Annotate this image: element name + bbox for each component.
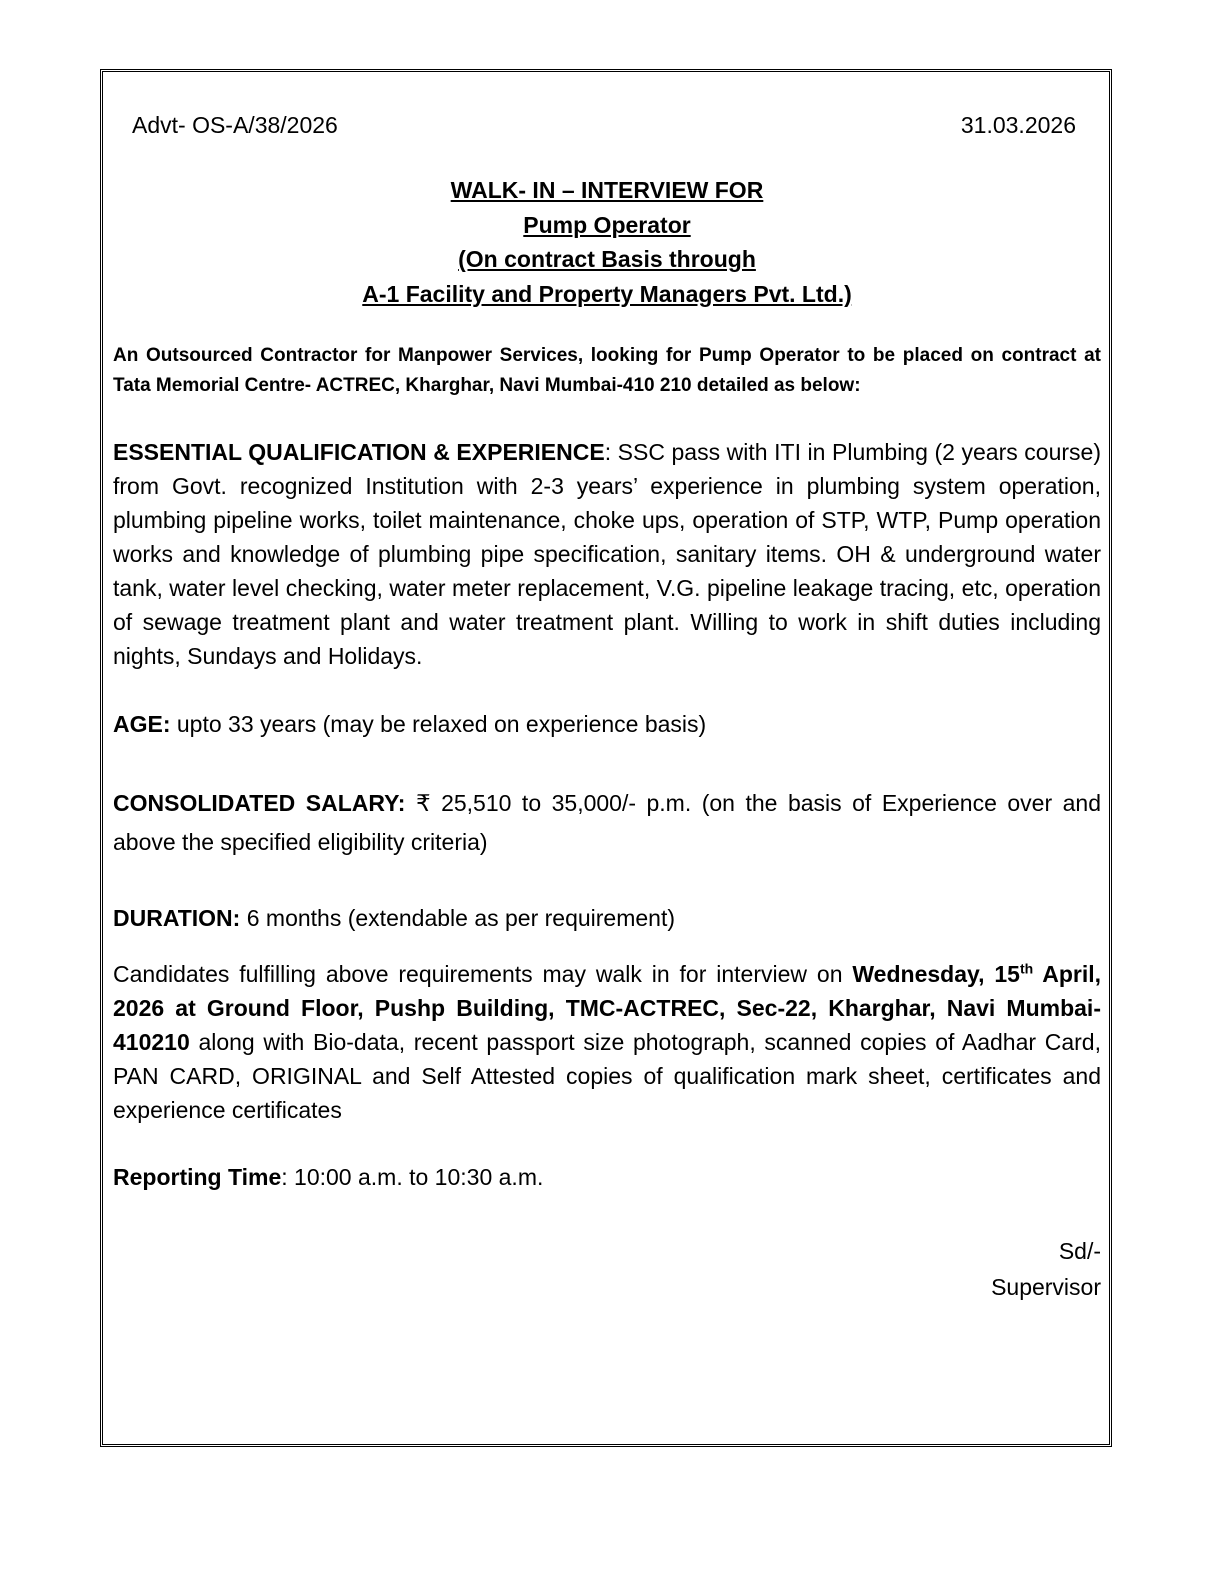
- age-label: AGE:: [113, 711, 171, 737]
- reporting-time-section: [113, 1160, 1101, 1194]
- reporting-time-label: Reporting Time: [113, 1164, 282, 1190]
- signature-designation: Supervisor: [991, 1274, 1101, 1300]
- walkin-day-suffix: th: [1019, 960, 1034, 977]
- title-line-4: A-1 Facility and Property Managers Pvt. Ltd.): [362, 280, 852, 307]
- signature-block: [800, 1233, 1101, 1305]
- title-line-2: Pump Operator: [523, 211, 691, 238]
- duration-label: DURATION:: [113, 905, 241, 931]
- qualification-section: [113, 435, 1101, 673]
- reference-line: [132, 108, 1076, 142]
- age-section: [113, 707, 1101, 741]
- age-text: upto 33 years (may be relaxed on experience basis): [170, 711, 707, 737]
- signature-sd: Sd/-: [1058, 1238, 1101, 1264]
- qualification-text: : SSC pass with ITI in Plumbing (2 years course) from Govt. recognized Institution with 2-3 years’ experience in plumbing system operation, plumbing pipeline works, toilet maintenance, choke ups, operation of STP, WTP, Pump operation works and knowledge of plumbing pipe specification, sanitary items. OH & underground water tank, water level checking, water meter replacement, V.G. pipeline leakage tracing, etc, operation of sewage treatment plant and water treatment plant. Willing to work in shift duties including nights, Sundays and Holidays.: [113, 439, 1101, 669]
- walkin-documents-text: along with Bio-data, recent passport size photograph, scanned copies of Aadhar Card, PAN CARD, ORIGINAL and Self Attested copies of qualification mark sheet, certificates and experience certificates: [113, 1029, 1101, 1123]
- walkin-venue: April, 2026 at Ground Floor, Pushp Building, TMC-ACTREC, Sec-22, Kharghar, Navi Mumbai- 410210: [113, 961, 1101, 1055]
- title-line-1: WALK- IN – INTERVIEW FOR: [450, 177, 764, 203]
- title-line-3: (On contract Basis through: [458, 246, 756, 272]
- duration-text: 6 months (extendable as per requirement): [240, 905, 676, 931]
- qualification-label: ESSENTIAL QUALIFICATION & EXPERIENCE: [113, 439, 605, 465]
- intro-paragraph: An Outsourced Contractor for Manpower Services, looking for Pump Operator to be placed on contract at Tata Memorial Centre- ACTREC, Kharghar, Navi Mumbai-410 210 detailed as below:: [113, 345, 1101, 396]
- page-title: [113, 173, 1101, 311]
- walkin-section: [113, 957, 1101, 1127]
- salary-text: ₹ 25,510 to 35,000/- p.m. (on the basis of Experience over and above the specified eligibility criteria): [113, 790, 1101, 855]
- walkin-intro-text: Candidates fulfilling above requirements may walk in for interview on: [113, 961, 853, 987]
- walkin-day: Wednesday, 15: [852, 961, 1020, 987]
- advertisement-date: 31.03.2026: [960, 112, 1076, 138]
- duration-section: [113, 901, 1101, 935]
- salary-label: CONSOLIDATED SALARY:: [113, 790, 406, 816]
- advertisement-number: Advt- OS-A/38/2026: [132, 112, 338, 138]
- salary-section: [113, 784, 1101, 862]
- reporting-time-text: : 10:00 a.m. to 10:30 a.m.: [281, 1164, 544, 1190]
